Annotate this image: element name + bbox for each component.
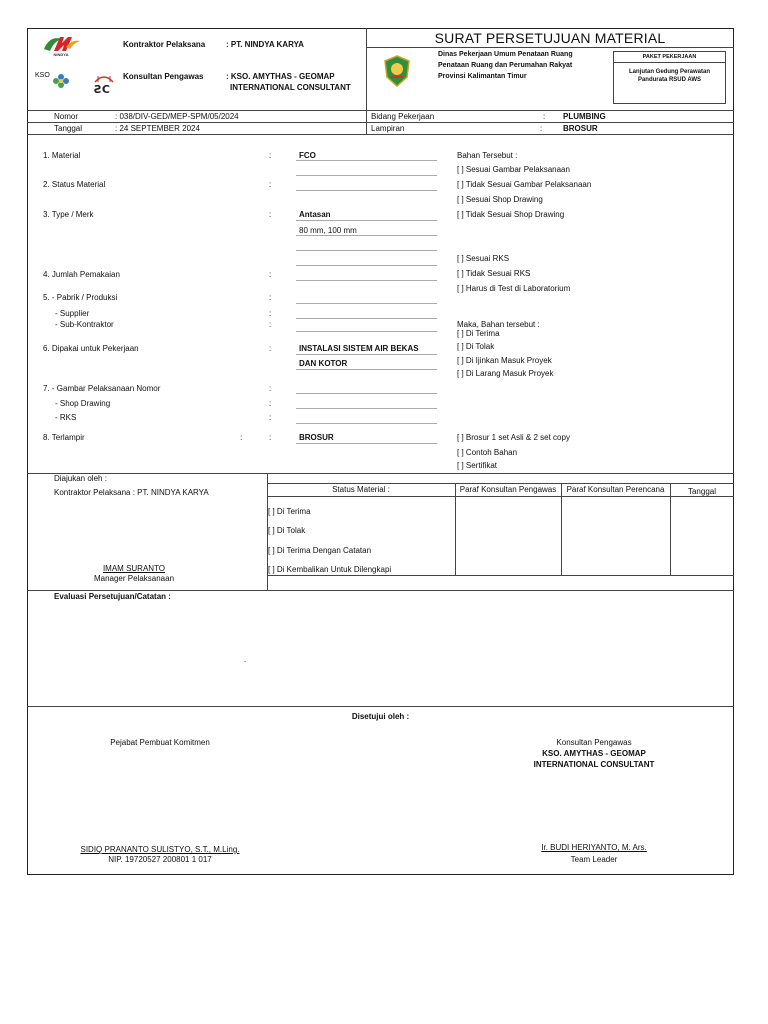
supplier-colon: : — [269, 309, 272, 318]
rks-colon: : — [269, 413, 272, 422]
maka-title: Maka, Bahan tersebut : — [457, 320, 540, 329]
material-colon: : — [269, 151, 272, 160]
pabrik-colon: : — [269, 293, 272, 302]
paket-line-1: Lanjutan Gedung Perawatan — [628, 69, 710, 75]
check-sesuai-shop[interactable]: [ ] Sesuai Shop Drawing — [457, 195, 543, 204]
check-di-ijinkan[interactable]: [ ] Di Ijinkan Masuk Proyek — [457, 356, 552, 365]
partner-logo-geomap — [92, 72, 116, 94]
jumlah-underline — [296, 280, 437, 281]
check-tidak-sesuai-gambar[interactable]: [ ] Tidak Sesuai Gambar Pelaksanaan — [457, 180, 592, 189]
terlampir-colon-1: : — [240, 433, 243, 442]
check-tidak-sesuai-shop[interactable]: [ ] Tidak Sesuai Shop Drawing — [457, 210, 565, 219]
rks-underline — [296, 423, 437, 424]
check-sesuai-gambar[interactable]: [ ] Sesuai Gambar Pelaksanaan — [457, 165, 570, 174]
nindya-logo-text: NINDYA — [53, 52, 69, 57]
paket-line-2: Pandurata RSUD AWS — [637, 77, 702, 83]
dinas-line-2: Penataan Ruang dan Perumahan Rakyat — [438, 62, 573, 69]
material-label: 1. Material — [43, 151, 81, 160]
check-test-lab[interactable]: [ ] Harus di Test di Laboratorium — [457, 284, 571, 293]
dipakai-underline-2 — [296, 369, 437, 370]
dipakai-value-1: INSTALASI SISTEM AIR BEKAS — [299, 344, 419, 353]
title-divider — [366, 47, 734, 48]
approval-header-top — [267, 483, 734, 484]
status-material-header: Status Material : — [332, 485, 390, 494]
submitter-name: IMAM SURANTO — [102, 564, 166, 573]
nomor-value: : 038/DIV-GED/MEP-SPM/05/2024 — [115, 112, 239, 121]
evaluasi-dot: . — [244, 655, 247, 664]
header-bottom-line — [27, 110, 734, 111]
submitter-position: Manager Pelaksanaan — [93, 574, 175, 583]
dipakai-value-2: DAN KOTOR — [299, 359, 348, 368]
diajukan-label: Diajukan oleh : — [54, 474, 107, 483]
lampiran-value: BROSUR — [563, 124, 598, 133]
partner-logo-flower — [50, 71, 72, 91]
dinas-line-1: Dinas Pekerjaan Umum Penataan Ruang — [438, 51, 573, 58]
pengawas-org-1: KSO. AMYTHAS - GEOMAP — [542, 749, 646, 758]
evaluasi-title: Evaluasi Persetujuan/Catatan : — [54, 592, 171, 601]
terlampir-colon-2: : — [269, 433, 272, 442]
status-di-terima[interactable]: [ ] Di Terima — [268, 507, 311, 516]
kso-label: KSO — [35, 72, 50, 79]
terlampir-label: 8. Terlampir — [43, 433, 85, 442]
kontraktor-pelaksana: Kontraktor Pelaksana : PT. NINDYA KARYA — [54, 488, 209, 497]
type-value-1: Antasan — [299, 210, 331, 219]
subkon-label: - Sub-Kontraktor — [55, 320, 114, 329]
gambar-label: 7. - Gambar Pelaksanaan Nomor — [43, 384, 161, 393]
check-sertifikat[interactable]: [ ] Sertifikat — [457, 461, 498, 470]
status-di-tolak[interactable]: [ ] Di Tolak — [268, 526, 306, 535]
type-label: 3. Type / Merk — [43, 210, 94, 219]
gambar-underline — [296, 393, 437, 394]
approval-bottom-line — [27, 590, 734, 591]
jumlah-label: 4. Jumlah Pemakaian — [43, 270, 120, 279]
check-tidak-sesuai-rks[interactable]: [ ] Tidak Sesuai RKS — [457, 269, 531, 278]
type-underline-2 — [296, 235, 437, 236]
dipakai-colon: : — [269, 344, 272, 353]
info-row-divider — [27, 122, 734, 123]
approval-table-bottom — [267, 575, 734, 576]
status-label: 2. Status Material — [43, 180, 106, 189]
type-colon: : — [269, 210, 272, 219]
shop-colon: : — [269, 399, 272, 408]
check-contoh-bahan[interactable]: [ ] Contoh Bahan — [457, 448, 518, 457]
status-colon: : — [269, 180, 272, 189]
approval-header-bottom — [267, 496, 734, 497]
paraf-pengawas-header: Paraf Konsultan Pengawas — [459, 485, 557, 494]
nomor-label: Nomor — [54, 112, 79, 121]
lampiran-label: Lampiran — [371, 124, 405, 133]
terlampir-value: BROSUR — [299, 433, 334, 442]
document-title: SURAT PERSETUJUAN MATERIAL — [434, 30, 666, 46]
pengawas-position: Team Leader — [570, 855, 618, 864]
check-sesuai-rks[interactable]: [ ] Sesuai RKS — [457, 254, 510, 263]
material-underline-2 — [296, 175, 437, 176]
approval-top-line — [27, 473, 734, 474]
konsultan-label: Konsultan Pengawas — [123, 72, 204, 81]
status-di-terima-catatan[interactable]: [ ] Di Terima Dengan Catatan — [268, 546, 372, 555]
lampiran-colon: : — [540, 124, 543, 133]
info-bottom-line — [27, 134, 734, 135]
konsultan-value-2: INTERNATIONAL CONSULTANT — [230, 83, 351, 92]
tanggal-value: : 24 SEPTEMBER 2024 — [115, 124, 200, 133]
disetujui-title: Disetujui oleh : — [351, 712, 410, 721]
type-underline-3 — [296, 250, 437, 251]
gambar-colon: : — [269, 384, 272, 393]
ppk-nip: NIP. 19720527 200801 1 017 — [108, 855, 212, 864]
bidang-label: Bidang Pekerjaan — [371, 112, 435, 121]
paraf-perencana-header: Paraf Konsultan Perencana — [566, 485, 665, 494]
pengawas-org-2: INTERNATIONAL CONSULTANT — [533, 760, 655, 769]
rks-label: - RKS — [55, 413, 77, 422]
jumlah-colon: : — [269, 270, 272, 279]
ppk-name: SIDIQ PRANANTO SULISTYO, S.T., M.Ling. — [80, 845, 240, 854]
pabrik-underline — [296, 303, 437, 304]
shop-underline — [296, 408, 437, 409]
dipakai-underline-1 — [296, 354, 437, 355]
approval-col-1 — [455, 483, 456, 575]
paket-divider — [613, 62, 726, 63]
type-underline-1 — [296, 220, 437, 221]
approval-col-2 — [561, 483, 562, 575]
type-underline-4 — [296, 265, 437, 266]
pengawas-role: Konsultan Pengawas — [556, 738, 632, 747]
svg-text:ƧC: ƧC — [94, 83, 110, 94]
pengawas-name: Ir. BUDI HERIYANTO, M. Ars. — [541, 843, 647, 852]
shop-label: - Shop Drawing — [55, 399, 111, 408]
kontraktor-value: : PT. NINDYA KARYA — [226, 40, 304, 49]
material-underline — [296, 160, 437, 161]
tanggal-header: Tanggal — [687, 487, 717, 496]
check-di-terima[interactable]: [ ] Di Terima — [457, 329, 500, 338]
material-value: FCO — [299, 151, 316, 160]
status-di-kembalikan[interactable]: [ ] Di Kembalikan Untuk Dilengkapi — [268, 565, 392, 574]
dipakai-label: 6. Dipakai untuk Pekerjaan — [43, 344, 139, 353]
subkon-colon: : — [269, 320, 272, 329]
evaluasi-bottom-line — [27, 706, 734, 707]
bidang-value: PLUMBING — [563, 112, 606, 121]
status-underline — [296, 190, 437, 191]
bahan-title: Bahan Tersebut : — [457, 151, 518, 160]
paket-title: PAKET PEKERJAAN — [642, 54, 697, 60]
type-value-2: 80 mm, 100 mm — [299, 226, 357, 235]
check-di-larang[interactable]: [ ] Di Larang Masuk Proyek — [457, 369, 554, 378]
supplier-underline — [296, 318, 437, 319]
konsultan-value-1: : KSO. AMYTHAS - GEOMAP — [226, 72, 335, 81]
check-di-tolak[interactable]: [ ] Di Tolak — [457, 342, 495, 351]
dinas-line-3: Provinsi Kalimantan Timur — [438, 73, 527, 80]
kaltim-emblem — [383, 55, 411, 87]
supplier-label: - Supplier — [55, 309, 90, 318]
terlampir-underline — [296, 443, 437, 444]
kontraktor-label: Kontraktor Pelaksana — [123, 40, 206, 49]
tanggal-label: Tanggal — [54, 124, 83, 133]
subkon-underline — [296, 331, 437, 332]
bidang-colon: : — [543, 112, 546, 121]
pabrik-label: 5. - Pabrik / Produksi — [43, 293, 118, 302]
check-brosur[interactable]: [ ] Brosur 1 set Asli & 2 set copy — [457, 433, 570, 442]
info-divider — [366, 110, 367, 134]
ppk-role: Pejabat Pembuat Komitmen — [110, 738, 210, 747]
